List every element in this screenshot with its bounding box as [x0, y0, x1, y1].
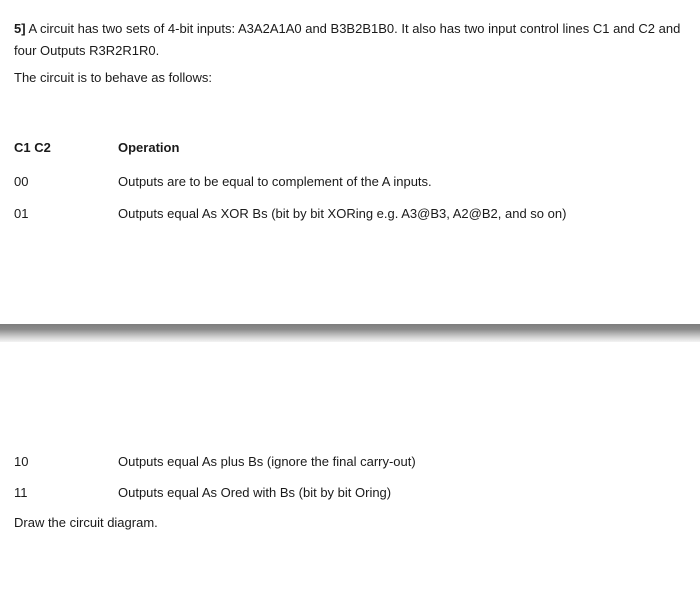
problem-text: A circuit has two sets of 4-bit inputs: A3A2A1A0 and B3B2B1B0. It also has two input control lines C1 and C2 and four Outputs R3R2R1R0. — [14, 21, 681, 58]
row-code: 00 — [14, 174, 29, 189]
row-operation: Outputs equal As Ored with Bs (bit by bit Oring) — [118, 485, 392, 500]
problem-number: 5] — [14, 21, 26, 36]
page-break-divider — [0, 324, 700, 342]
problem-statement — [14, 18, 684, 62]
row-code: 11 — [14, 485, 28, 500]
row-operation: Outputs are to be equal to complement of the A inputs. — [118, 174, 432, 189]
instruction-text: Draw the circuit diagram. — [14, 515, 158, 530]
row-operation: Outputs equal As plus Bs (ignore the final carry-out) — [118, 454, 416, 469]
row-operation: Outputs equal As XOR Bs (bit by bit XORing e.g. A3@B3, A2@B2, and so on) — [118, 206, 567, 221]
intro-text: The circuit is to behave as follows: — [14, 70, 212, 85]
row-code: 01 — [14, 206, 29, 221]
header-operation: Operation — [118, 140, 180, 155]
header-control-lines: C1 C2 — [14, 140, 51, 155]
row-code: 10 — [14, 454, 29, 469]
